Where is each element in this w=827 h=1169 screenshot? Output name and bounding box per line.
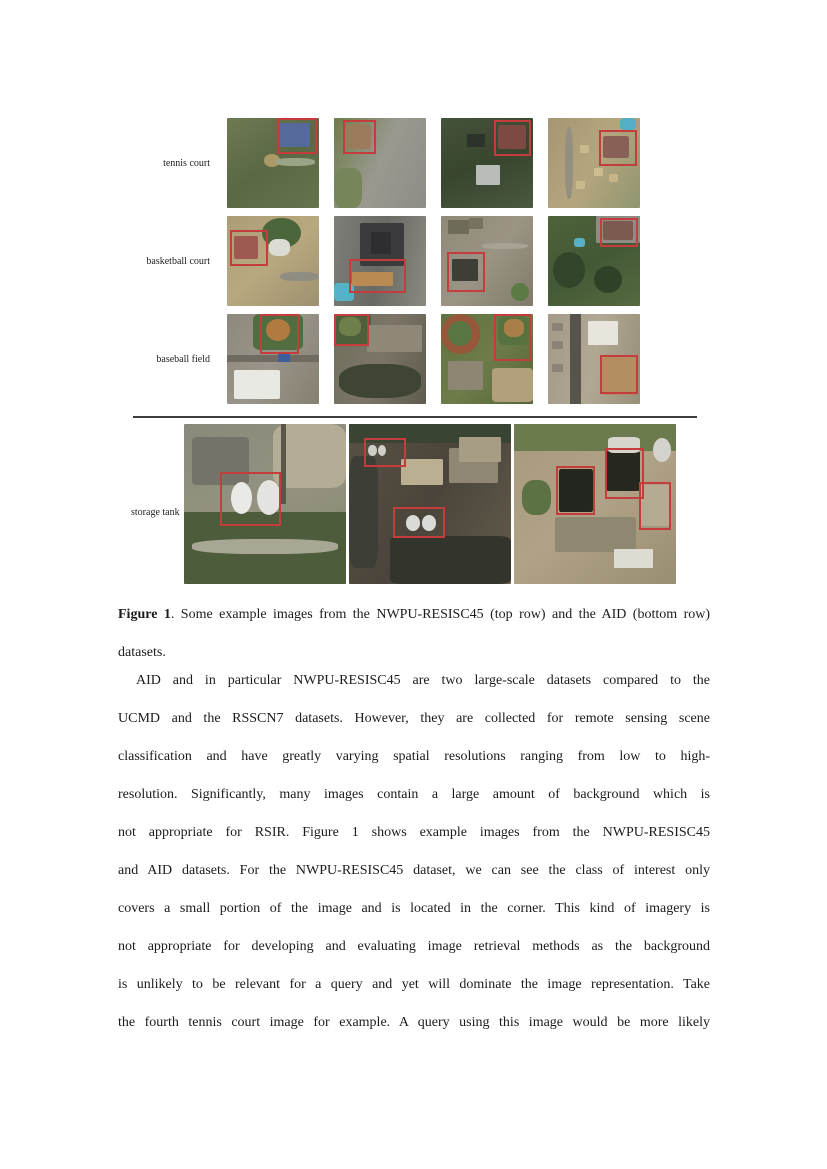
paragraph-line: resolution. Significantly, many images contain a large amount of background which is <box>118 787 710 802</box>
row-label-baseball-field: baseball field <box>156 353 210 365</box>
row-label-tennis-court: tennis court <box>163 157 210 169</box>
figure-caption-line1 <box>118 596 710 634</box>
image-feature <box>511 283 529 301</box>
satellite-image <box>227 216 319 306</box>
satellite-image <box>334 314 426 404</box>
image-feature <box>459 437 501 463</box>
annotation-box <box>364 438 406 467</box>
image-feature <box>552 364 563 372</box>
image-feature <box>574 238 585 247</box>
annotation-box <box>556 466 595 516</box>
annotation-box <box>600 218 639 247</box>
row-label-storage-tank: storage tank <box>131 507 180 518</box>
image-feature <box>555 517 636 552</box>
satellite-image <box>184 424 346 584</box>
image-feature <box>227 355 319 362</box>
satellite-image <box>548 118 640 208</box>
satellite-image <box>334 216 426 306</box>
image-feature <box>349 456 378 568</box>
row-label-basketball-court: basketball court <box>146 255 210 267</box>
image-feature <box>514 424 676 451</box>
image-feature <box>448 220 468 234</box>
image-feature <box>339 364 422 398</box>
satellite-image <box>227 118 319 208</box>
image-feature <box>594 168 603 176</box>
satellite-image <box>514 424 676 584</box>
image-feature <box>570 314 581 404</box>
image-feature <box>275 158 315 166</box>
figure-caption-text: . Some example images from the NWPU-RESISC45 (top row) and the AID (bottom row) <box>170 607 710 622</box>
image-feature <box>482 243 528 249</box>
paragraph-line: is unlikely to be relevant for a query and yet will dominate the image representation. Take <box>118 977 710 992</box>
satellite-image <box>227 314 319 404</box>
image-feature <box>614 549 653 568</box>
image-feature <box>280 272 319 281</box>
paragraph-line: AID and in particular NWPU-RESISC45 are two large-scale datasets compared to the <box>136 673 710 688</box>
satellite-image <box>441 118 533 208</box>
annotation-box <box>334 314 369 346</box>
annotation-box <box>277 118 317 154</box>
image-feature <box>588 321 617 344</box>
annotation-box <box>260 314 299 354</box>
annotation-box <box>393 507 445 537</box>
image-feature <box>492 368 533 402</box>
image-feature <box>576 181 585 189</box>
image-feature <box>448 361 483 390</box>
annotation-box <box>494 120 531 156</box>
image-feature <box>552 323 563 331</box>
paragraph-line: not appropriate for RSIR. Figure 1 shows example images from the NWPU-RESISC45 <box>118 825 710 840</box>
image-feature <box>281 424 286 504</box>
annotation-box <box>494 314 531 361</box>
image-feature <box>467 134 485 147</box>
figure-grid-row <box>110 314 640 404</box>
image-feature <box>594 266 622 293</box>
annotation-box <box>639 482 671 530</box>
satellite-image <box>349 424 511 584</box>
image-feature <box>565 127 573 199</box>
paragraph-line: not appropriate for developing and evaluating image retrieval methods as the background <box>118 939 710 954</box>
satellite-image <box>334 118 426 208</box>
paragraph-line: classification and have greatly varying spatial resolutions ranging from low to high- <box>118 749 710 764</box>
satellite-image <box>441 314 533 404</box>
image-feature <box>269 239 289 255</box>
image-feature <box>401 459 443 485</box>
image-feature <box>620 118 637 130</box>
image-feature <box>553 252 585 288</box>
image-feature <box>609 174 618 182</box>
figure-caption-label: Figure 1 <box>118 607 171 622</box>
figure-grid-row <box>110 216 640 306</box>
annotation-box <box>220 472 282 526</box>
figure-top-grid <box>110 118 640 404</box>
image-feature <box>552 341 563 349</box>
annotation-box <box>230 230 269 266</box>
satellite-image <box>548 216 640 306</box>
annotation-box <box>600 355 639 395</box>
paragraph-line: and AID datasets. For the NWPU-RESISC45 dataset, we can see the class of interest only <box>118 863 710 878</box>
image-feature <box>522 480 551 515</box>
paragraph-line: covers a small portion of the image and is located in the corner. This kind of imagery is <box>118 901 710 916</box>
annotation-box <box>447 252 486 292</box>
figure-caption <box>118 596 710 672</box>
body-paragraph <box>118 662 710 1042</box>
paragraph-line: the fourth tennis court image for example. A query using this image would be more likely <box>118 1015 710 1030</box>
paragraph-line: UCMD and the RSSCN7 datasets. However, they are collected for remote sensing scene <box>118 711 710 726</box>
annotation-box <box>599 130 638 166</box>
annotation-box <box>343 120 376 154</box>
image-feature <box>469 218 484 229</box>
image-feature <box>476 165 500 185</box>
figure-separator-line <box>133 416 697 418</box>
image-feature <box>580 145 589 153</box>
image-feature <box>334 168 362 209</box>
satellite-image <box>548 314 640 404</box>
figure-bottom-row <box>184 424 676 584</box>
image-feature <box>367 325 422 352</box>
image-feature <box>390 536 512 584</box>
satellite-image <box>441 216 533 306</box>
image-feature <box>192 539 338 553</box>
figure-caption-line2: datasets. <box>118 645 166 660</box>
figure-grid-row <box>110 118 640 208</box>
annotation-box <box>349 259 406 293</box>
image-feature <box>653 438 671 462</box>
image-feature <box>234 370 280 399</box>
image-feature <box>371 232 391 254</box>
